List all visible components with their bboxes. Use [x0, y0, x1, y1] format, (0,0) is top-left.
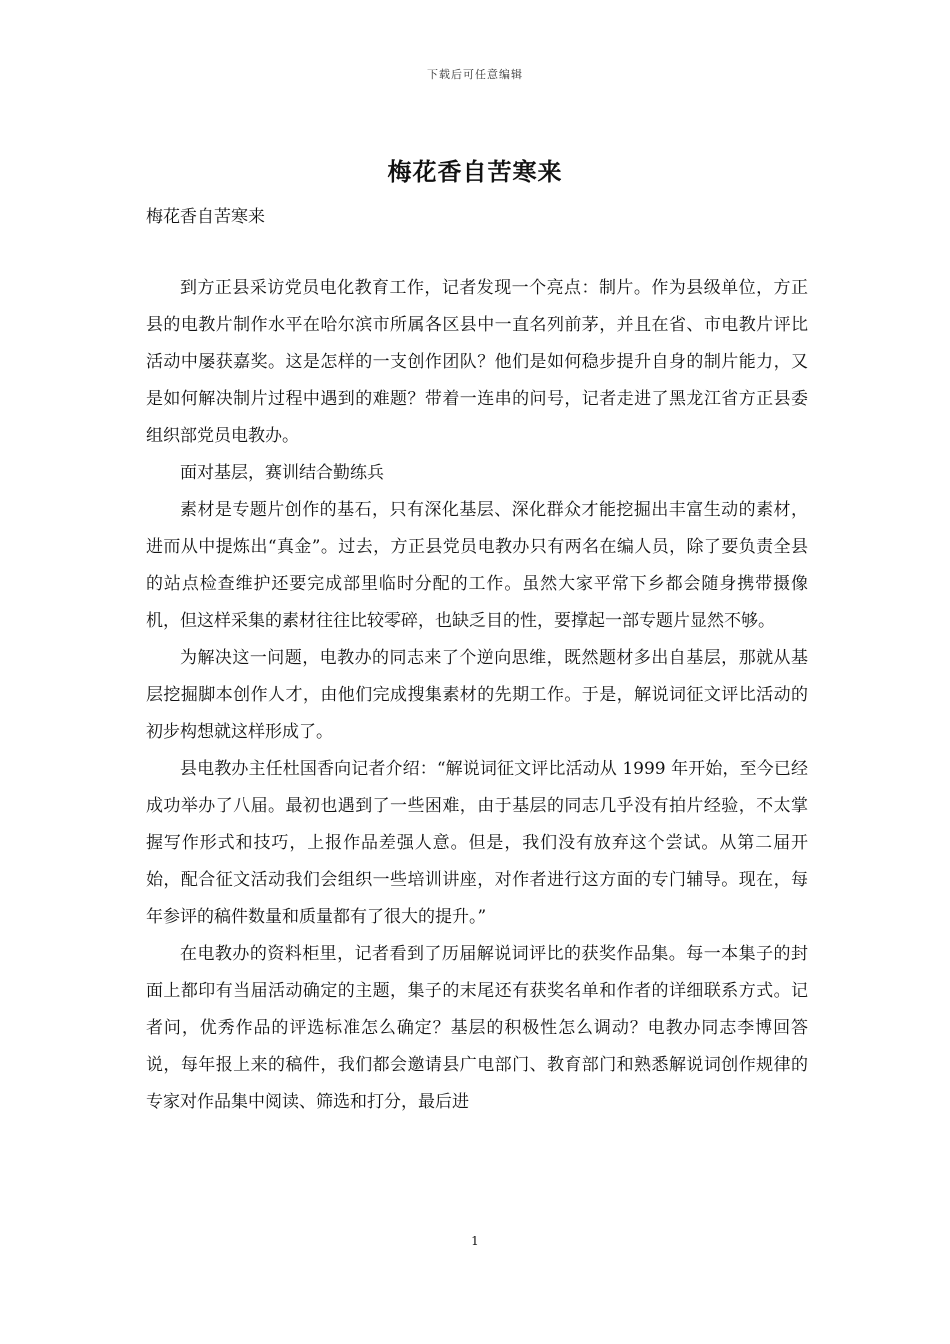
document-body: [146, 270, 808, 1121]
paragraph: 在电教办的资料柜里，记者看到了历届解说词评比的获奖作品集。每一本集子的封面上都印有当届活动确定的主题，集子的末尾还有获奖名单和作者的详细联系方式。记者问，优秀作品的评选标准怎么确定？基层的积极性怎么调动？电教办同志李博回答说，每年报上来的稿件，我们都会邀请县广电部门、教育部门和熟悉解说词创作规律的专家对作品集中阅读、筛选和打分，最后进: [146, 944, 808, 1112]
section-heading: 面对基层，赛训结合勤练兵: [180, 463, 384, 483]
paragraph: 县电教办主任杜国香向记者介绍：“解说词征文评比活动从 1999 年开始，至今已经成功举办了八届。最初也遇到了一些困难，由于基层的同志几乎没有拍片经验，不太掌握写作形式和技巧，上报作品差强人意。但是，我们没有放弃这个尝试。从第二届开始，配合征文活动我们会组织一些培训讲座，对作者进行这方面的专门辅导。现在，每年参评的稿件数量和质量都有了很大的提升。”: [146, 759, 808, 927]
paragraph: 为解决这一问题，电教办的同志来了个逆向思维，既然题材多出自基层，那就从基层挖掘脚本创作人才，由他们完成搜集素材的先期工作。于是，解说词征文评比活动的初步构想就这样形成了。: [146, 648, 808, 742]
document-title: 梅花香自苦寒来: [387, 157, 563, 186]
paragraph: 到方正县采访党员电化教育工作，记者发现一个亮点：制片。作为县级单位，方正县的电教片制作水平在哈尔滨市所属各区县中一直名列前茅，并且在省、市电教片评比活动中屡获嘉奖。这是怎样的一支创作团队？他们是如何稳步提升自身的制片能力，又是如何解决制片过程中遇到的难题？带着一连串的问号，记者走进了黑龙江省方正县委组织部党员电教办。: [146, 278, 808, 446]
header-note: 下载后可任意编辑: [427, 68, 523, 81]
page-number: 1: [471, 1234, 479, 1248]
document-subtitle: 梅花香自苦寒来: [146, 207, 265, 227]
paragraph: 素材是专题片创作的基石，只有深化基层、深化群众才能挖掘出丰富生动的素材，进而从中提炼出“真金”。过去，方正县党员电教办只有两名在编人员，除了要负责全县的站点检查维护还要完成部里临时分配的工作。虽然大家平常下乡都会随身携带摄像机，但这样采集的素材往往比较零碎，也缺乏目的性，要撑起一部专题片显然不够。: [146, 500, 808, 631]
